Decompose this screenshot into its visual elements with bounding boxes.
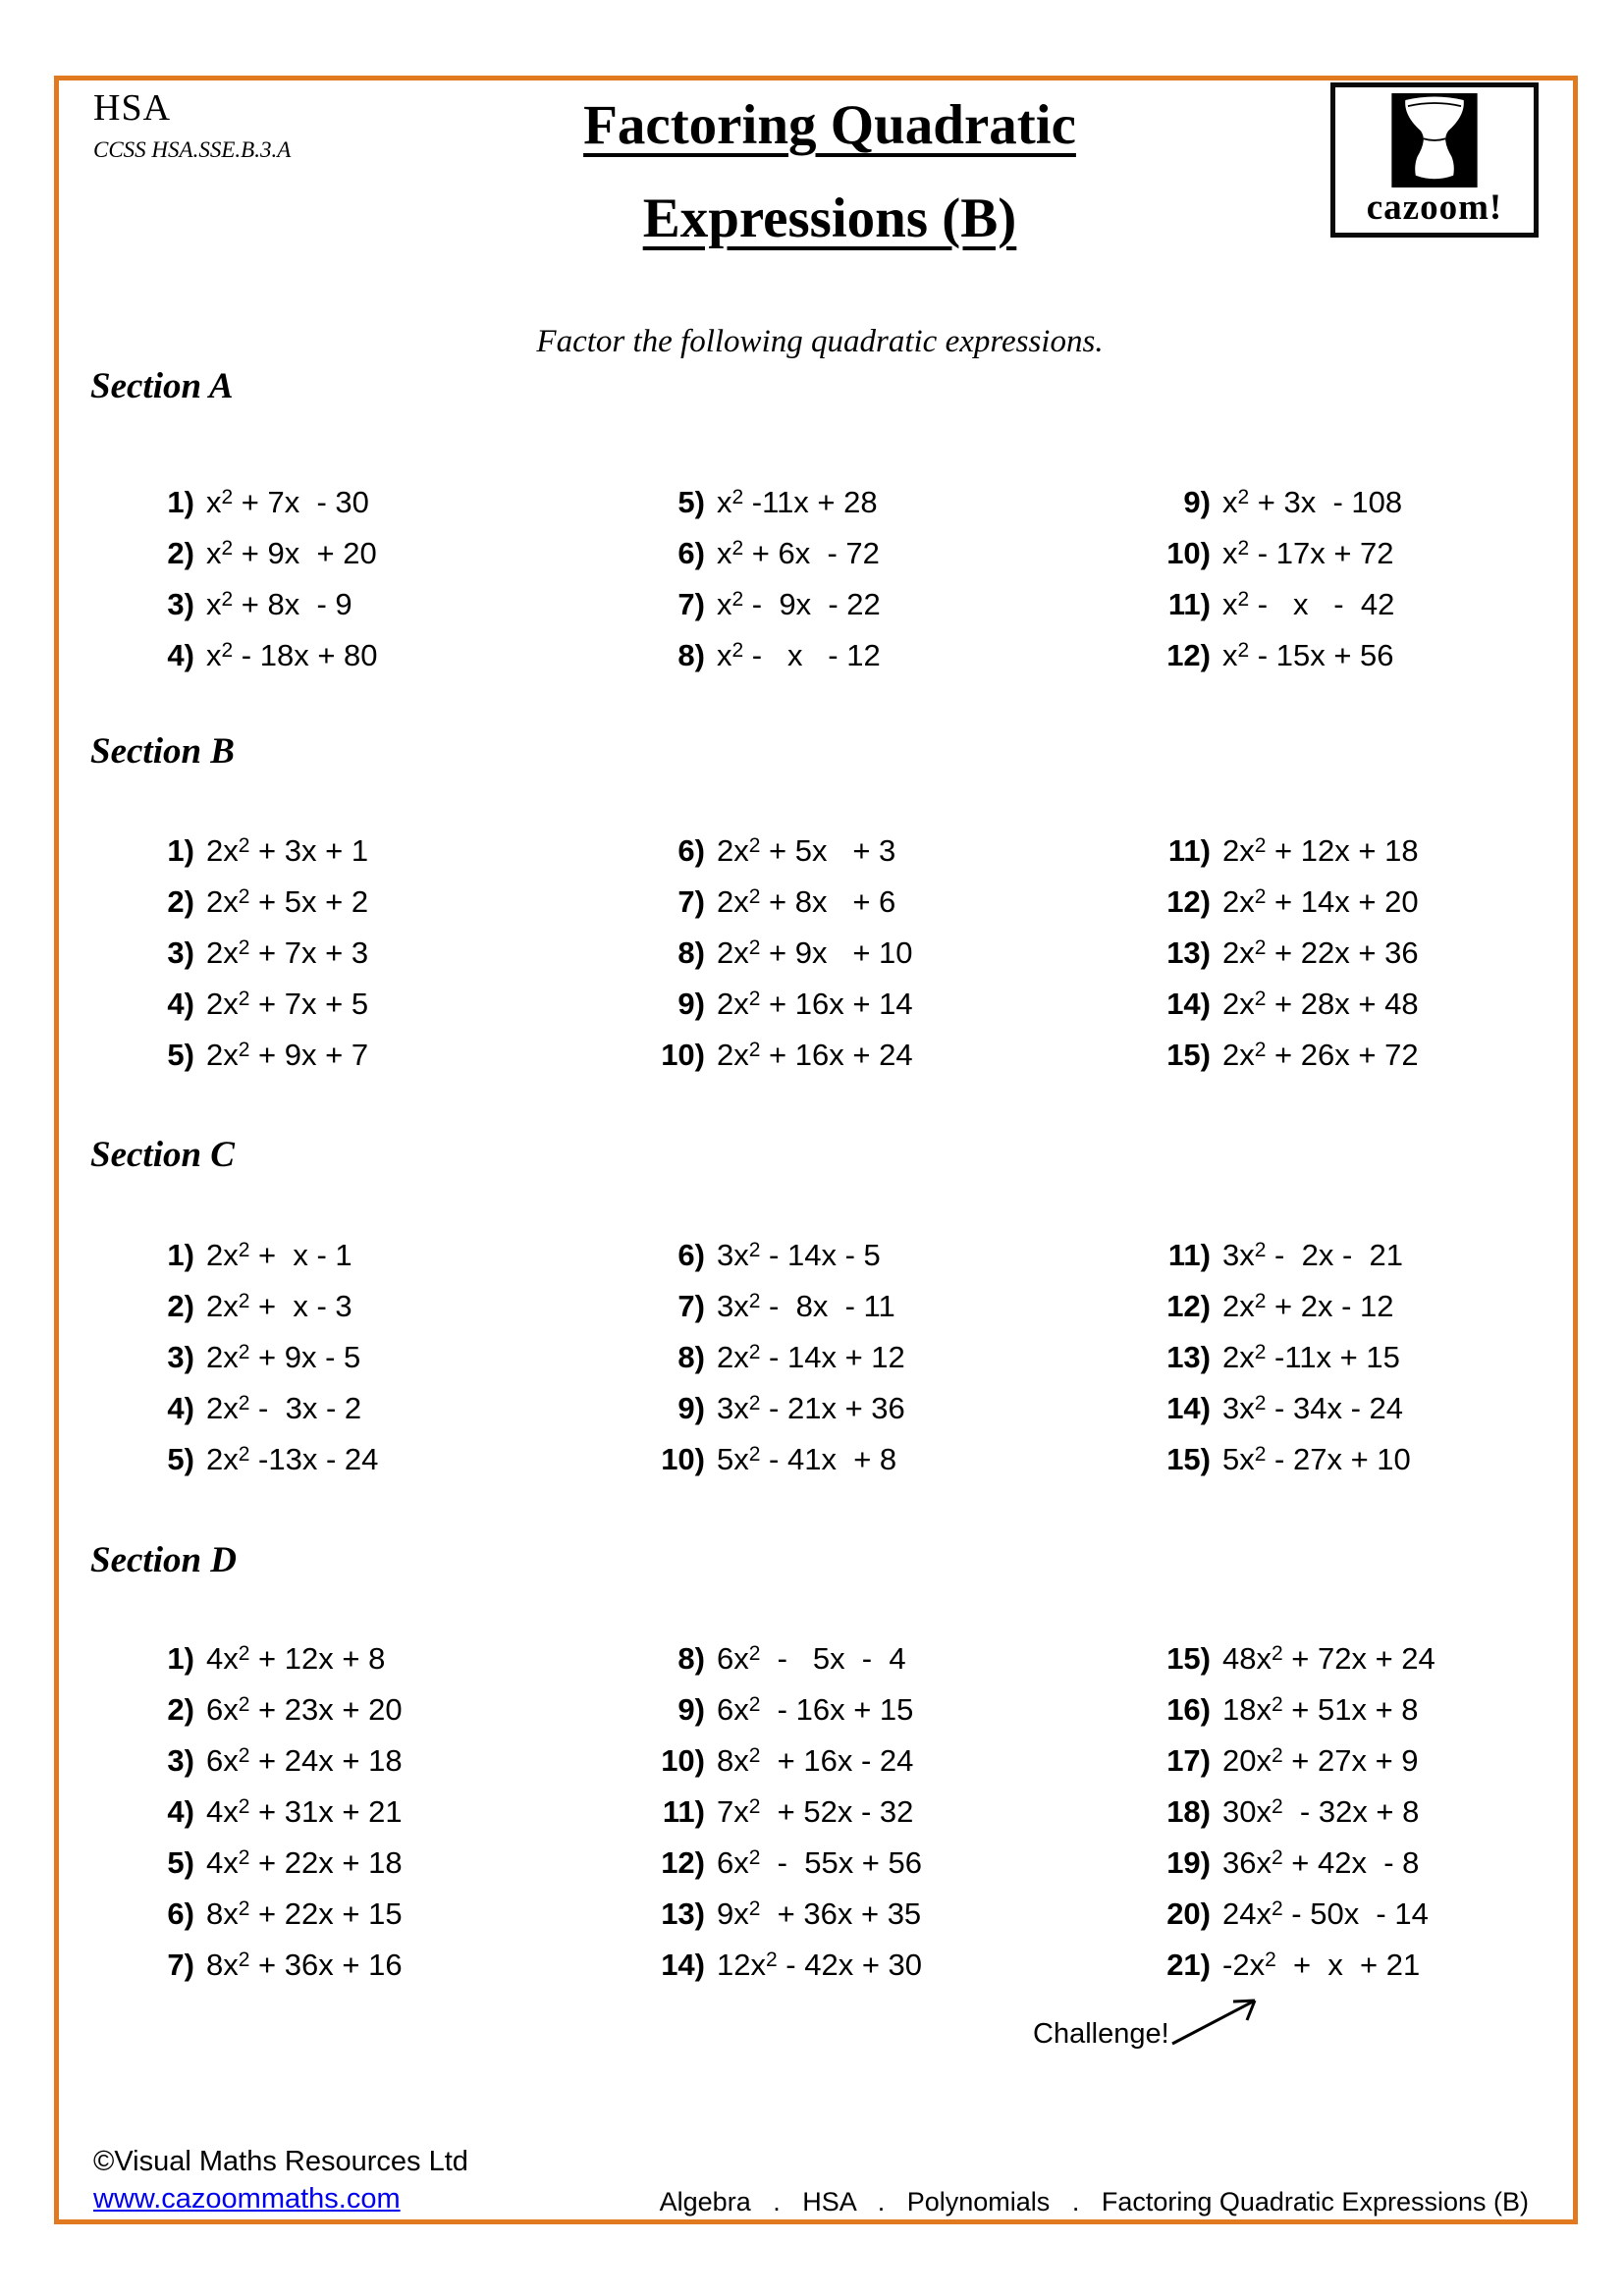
problem-expression: $2x^2 - 14x + 12$ — [717, 1340, 905, 1374]
problem-item — [126, 1633, 636, 1684]
problem-number: 21) — [1166, 1948, 1211, 1982]
problem-item — [126, 1030, 636, 1081]
problem-expression: $2x^2 + x - 3$ — [206, 1289, 352, 1323]
problem-column — [1142, 1633, 1435, 1991]
problem-expression: $-2x^2 + x + 21$ — [1222, 1948, 1421, 1982]
problem-expression: $6x^2 - 5x - 4$ — [717, 1641, 906, 1676]
problem-expression: $2x^2 + 16x + 24$ — [717, 1038, 913, 1072]
problem-item — [1142, 877, 1419, 928]
problem-number: 5) — [677, 485, 705, 519]
problem-item — [636, 630, 1142, 681]
copyright-text: ©Visual Maths Resources Ltd — [93, 2146, 468, 2177]
problem-number: 10) — [1166, 536, 1211, 570]
problem-number: 12) — [1166, 638, 1211, 672]
problem-item — [636, 1332, 1142, 1383]
problem-expression: $12x^2 - 42x + 30$ — [717, 1948, 923, 1982]
problem-expression: $36x^2 + 42x - 8$ — [1222, 1845, 1420, 1880]
problem-number: 10) — [661, 1743, 705, 1778]
problem-column — [1142, 826, 1419, 1081]
problem-item — [126, 1281, 636, 1332]
problem-column — [636, 1230, 1142, 1485]
problem-number: 13) — [1166, 935, 1211, 970]
problem-expression: $2x^2$ -13x - 24 — [206, 1442, 379, 1476]
problem-number: 2) — [167, 1289, 194, 1323]
problem-number: 4) — [167, 1794, 194, 1829]
problem-expression: $9x^2 + 36x + 35$ — [717, 1896, 922, 1931]
problem-expression: $4x^2 + 12x + 8$ — [206, 1641, 386, 1676]
cazoom-drum-icon — [1389, 93, 1480, 187]
problem-expression: $x^2 - 18x + 80$ — [206, 638, 378, 672]
problem-expression: $x^2 + 7x - 30$ — [206, 485, 369, 519]
problem-number: 8) — [677, 1340, 705, 1374]
section-c-problems — [126, 1230, 1411, 1485]
problem-number: 7) — [677, 884, 705, 919]
problem-expression: $3x^2 - 8x - 11$ — [717, 1289, 895, 1323]
problem-number: 1) — [167, 833, 194, 868]
problem-number: 7) — [677, 587, 705, 621]
problem-item — [1142, 1434, 1411, 1485]
problem-expression: $2x^2 + 22x + 36$ — [1222, 935, 1419, 970]
problem-number: 3) — [167, 587, 194, 621]
problem-expression: $2x^2 + 12x + 18$ — [1222, 833, 1419, 868]
problem-number: 9) — [677, 987, 705, 1021]
problem-expression: $4x^2 + 22x + 18$ — [206, 1845, 403, 1880]
problem-column — [126, 1633, 636, 1991]
instruction-text: Factor the following quadratic expressions. — [536, 324, 1104, 359]
problem-expression: $x^2 - 9x - 22$ — [717, 587, 881, 621]
problem-number: 15) — [1166, 1641, 1211, 1676]
problem-column — [1142, 1230, 1411, 1485]
problem-item — [636, 1889, 1142, 1940]
problem-item — [1142, 1230, 1411, 1281]
problem-expression: $2x^2 + x - 1$ — [206, 1238, 352, 1272]
problem-expression: $3x^2 - 14x - 5$ — [717, 1238, 881, 1272]
problem-item — [1142, 528, 1402, 579]
problem-item — [126, 1735, 636, 1787]
problem-number: 2) — [167, 536, 194, 570]
problem-item — [636, 1838, 1142, 1889]
problem-number: 3) — [167, 1340, 194, 1374]
problem-expression: $6x^2 + 24x + 18$ — [206, 1743, 403, 1778]
problem-item — [126, 1332, 636, 1383]
problem-expression: $48x^2 + 72x + 24$ — [1222, 1641, 1435, 1676]
problem-item — [1142, 1281, 1411, 1332]
problem-item — [126, 979, 636, 1030]
problem-item — [1142, 928, 1419, 979]
problem-number: 12) — [661, 1845, 705, 1880]
problem-number: 11) — [662, 1794, 705, 1829]
problem-item — [126, 1434, 636, 1485]
problem-number: 1) — [167, 485, 194, 519]
problem-item — [636, 1383, 1142, 1434]
problem-number: 2) — [167, 884, 194, 919]
problem-number: 5) — [167, 1442, 194, 1476]
problem-number: 3) — [167, 935, 194, 970]
problem-expression: $2x^2 + 16x + 14$ — [717, 987, 913, 1021]
problem-item — [1142, 630, 1402, 681]
problem-number: 1) — [167, 1641, 194, 1676]
problem-expression: $2x^2 + 28x + 48$ — [1222, 987, 1419, 1021]
problem-item — [126, 630, 636, 681]
problem-item — [1142, 1684, 1435, 1735]
problem-column — [636, 477, 1142, 681]
problem-number: 8) — [677, 935, 705, 970]
problem-number: 10) — [661, 1442, 705, 1476]
problem-number: 5) — [167, 1038, 194, 1072]
problem-expression: $24x^2 - 50x - 14$ — [1222, 1896, 1429, 1931]
problem-expression: $2x^2 + 5x + 2$ — [206, 884, 369, 919]
problem-expression: $2x^2 + 7x + 3$ — [206, 935, 369, 970]
problem-expression: $2x^2 + 9x - 5$ — [206, 1340, 361, 1374]
problem-number: 9) — [677, 1692, 705, 1727]
problem-item — [1142, 1332, 1411, 1383]
problem-number: 12) — [1166, 1289, 1211, 1323]
problem-number: 5) — [167, 1845, 194, 1880]
section-a-problems — [126, 477, 1402, 681]
problem-item — [1142, 1030, 1419, 1081]
problem-number: 8) — [677, 638, 705, 672]
problem-expression: $8x^2 + 22x + 15$ — [206, 1896, 403, 1931]
problem-number: 4) — [167, 1391, 194, 1425]
problem-expression: $5x^2 - 41x + 8$ — [717, 1442, 897, 1476]
problem-expression: $x^2 + 3x - 108$ — [1222, 485, 1403, 519]
problem-expression: $3x^2 - 34x - 24$ — [1222, 1391, 1403, 1425]
problem-number: 11) — [1167, 833, 1211, 868]
problem-item — [1142, 826, 1419, 877]
problem-item — [1142, 1787, 1435, 1838]
problem-item — [636, 1940, 1142, 1991]
website-link[interactable]: www.cazoommaths.com — [93, 2183, 401, 2215]
standard-label: CCSS HSA.SSE.B.3.A — [93, 137, 292, 162]
problem-number: 2) — [167, 1692, 194, 1727]
problem-item — [1142, 1838, 1435, 1889]
problem-item — [126, 877, 636, 928]
problem-number: 15) — [1166, 1038, 1211, 1072]
problem-expression: $2x^2 + 9x + 10$ — [717, 935, 913, 970]
cazoom-logo — [1330, 82, 1539, 238]
problem-number: 19) — [1166, 1845, 1211, 1880]
problem-item — [636, 979, 1142, 1030]
problem-number: 20) — [1166, 1896, 1211, 1931]
problem-item — [636, 1281, 1142, 1332]
problem-expression: $7x^2 + 52x - 32$ — [717, 1794, 914, 1829]
problem-column — [636, 826, 1142, 1081]
challenge-label: Challenge! — [1033, 2018, 1169, 2050]
problem-item — [126, 826, 636, 877]
problem-item — [1142, 1383, 1411, 1434]
problem-expression: $30x^2 - 32x + 8$ — [1222, 1794, 1420, 1829]
problem-item — [126, 1684, 636, 1735]
problem-expression: $x^2 - 17x + 72$ — [1222, 536, 1394, 570]
problem-item — [1142, 477, 1402, 528]
page-title — [412, 79, 1247, 265]
problem-item — [636, 1434, 1142, 1485]
problem-number: 14) — [661, 1948, 705, 1982]
problem-expression: $2x^2 + 5x + 3$ — [717, 833, 896, 868]
problem-number: 4) — [167, 638, 194, 672]
problem-number: 17) — [1166, 1743, 1211, 1778]
problem-item — [636, 477, 1142, 528]
problem-item — [636, 528, 1142, 579]
problem-item — [636, 579, 1142, 630]
problem-expression: $6x^2 - 16x + 15$ — [717, 1692, 914, 1727]
problem-expression: $x^2 + 9x + 20$ — [206, 536, 377, 570]
problem-column — [126, 826, 636, 1081]
problem-expression: $4x^2 + 31x + 21$ — [206, 1794, 403, 1829]
problem-number: 13) — [1166, 1340, 1211, 1374]
problem-expression: $3x^2 - 21x + 36$ — [717, 1391, 905, 1425]
problem-number: 3) — [167, 1743, 194, 1778]
problem-expression: $5x^2 - 27x + 10$ — [1222, 1442, 1411, 1476]
problem-number: 10) — [661, 1038, 705, 1072]
problem-expression: $2x^2 + 3x + 1$ — [206, 833, 369, 868]
section-d-heading: Section D — [90, 1540, 238, 1580]
problem-expression: $2x^2 + 8x + 6$ — [717, 884, 896, 919]
problem-item — [636, 1030, 1142, 1081]
problem-number: 7) — [677, 1289, 705, 1323]
problem-number: 14) — [1166, 987, 1211, 1021]
problem-item — [126, 528, 636, 579]
problem-item — [1142, 1940, 1435, 1991]
problem-expression: $2x^2 + 7x + 5$ — [206, 987, 369, 1021]
problem-expression: $2x^2 + 2x - 12$ — [1222, 1289, 1394, 1323]
section-b-heading: Section B — [90, 731, 235, 772]
problem-number: 6) — [677, 833, 705, 868]
problem-number: 4) — [167, 987, 194, 1021]
problem-expression: $2x^2 + 9x + 7$ — [206, 1038, 369, 1072]
problem-expression: $x^2 - 15x + 56$ — [1222, 638, 1394, 672]
problem-expression: $8x^2 + 36x + 16$ — [206, 1948, 403, 1982]
section-d-problems — [126, 1633, 1435, 1991]
problem-expression: $x^2 + 6x - 72$ — [717, 536, 880, 570]
challenge-arrow-icon — [1170, 1989, 1269, 2052]
problem-item — [126, 1230, 636, 1281]
problem-expression: $6x^2 + 23x + 20$ — [206, 1692, 403, 1727]
problem-item — [636, 1230, 1142, 1281]
problem-item — [126, 1889, 636, 1940]
problem-number: 11) — [1167, 1238, 1211, 1272]
problem-number: 14) — [1166, 1391, 1211, 1425]
problem-number: 6) — [167, 1896, 194, 1931]
problem-expression: $x^2 + 8x - 9$ — [206, 587, 352, 621]
problem-expression: $x^2$ -11x + 28 — [717, 485, 878, 519]
page-title-line2: Expressions (B) — [642, 187, 1017, 249]
page-title-line1: Factoring Quadratic — [583, 94, 1076, 156]
problem-item — [1142, 579, 1402, 630]
problem-expression: $20x^2 + 27x + 9$ — [1222, 1743, 1419, 1778]
problem-expression: $18x^2 + 51x + 8$ — [1222, 1692, 1419, 1727]
problem-number: 18) — [1166, 1794, 1211, 1829]
problem-item — [636, 928, 1142, 979]
problem-column — [1142, 477, 1402, 681]
problem-item — [126, 1940, 636, 1991]
problem-item — [636, 1735, 1142, 1787]
problem-number: 6) — [677, 1238, 705, 1272]
problem-number: 7) — [167, 1948, 194, 1982]
problem-expression: $3x^2 - 2x - 21$ — [1222, 1238, 1403, 1272]
cazoom-logo-text: cazoom! — [1366, 187, 1503, 228]
course-label: HSA — [93, 87, 172, 129]
problem-expression: $x^2$ - x - 12 — [717, 638, 881, 672]
problem-number: 9) — [1183, 485, 1211, 519]
problem-number: 12) — [1166, 884, 1211, 919]
problem-expression: $2x^2$ -11x + 15 — [1222, 1340, 1400, 1374]
problem-number: 9) — [677, 1391, 705, 1425]
problem-number: 11) — [1167, 587, 1211, 621]
problem-number: 6) — [677, 536, 705, 570]
problem-item — [1142, 979, 1419, 1030]
problem-item — [636, 1684, 1142, 1735]
problem-expression: $6x^2 - 55x + 56$ — [717, 1845, 923, 1880]
problem-number: 13) — [661, 1896, 705, 1931]
problem-item — [636, 826, 1142, 877]
problem-column — [126, 477, 636, 681]
problem-column — [126, 1230, 636, 1485]
problem-item — [126, 579, 636, 630]
problem-item — [636, 1633, 1142, 1684]
problem-item — [126, 1383, 636, 1434]
section-a-heading: Section A — [90, 366, 234, 406]
problem-number: 1) — [167, 1238, 194, 1272]
problem-item — [1142, 1633, 1435, 1684]
problem-expression: $2x^2 - 3x - 2$ — [206, 1391, 362, 1425]
problem-item — [126, 1787, 636, 1838]
section-b-problems — [126, 826, 1419, 1081]
breadcrumb: Algebra . HSA . Polynomials . Factoring Quadratic Expressions (B) — [659, 2187, 1529, 2216]
problem-expression: $2x^2 + 26x + 72$ — [1222, 1038, 1419, 1072]
problem-expression: $x^2$ - x - 42 — [1222, 587, 1395, 621]
problem-item — [126, 1838, 636, 1889]
problem-number: 8) — [677, 1641, 705, 1676]
problem-item — [126, 477, 636, 528]
section-c-heading: Section C — [90, 1135, 235, 1175]
problem-number: 15) — [1166, 1442, 1211, 1476]
problem-column — [636, 1633, 1142, 1991]
problem-item — [636, 1787, 1142, 1838]
problem-expression: $8x^2 + 16x - 24$ — [717, 1743, 914, 1778]
problem-item — [1142, 1735, 1435, 1787]
problem-item — [1142, 1889, 1435, 1940]
problem-expression: $2x^2 + 14x + 20$ — [1222, 884, 1419, 919]
problem-item — [636, 877, 1142, 928]
problem-number: 16) — [1166, 1692, 1211, 1727]
problem-item — [126, 928, 636, 979]
